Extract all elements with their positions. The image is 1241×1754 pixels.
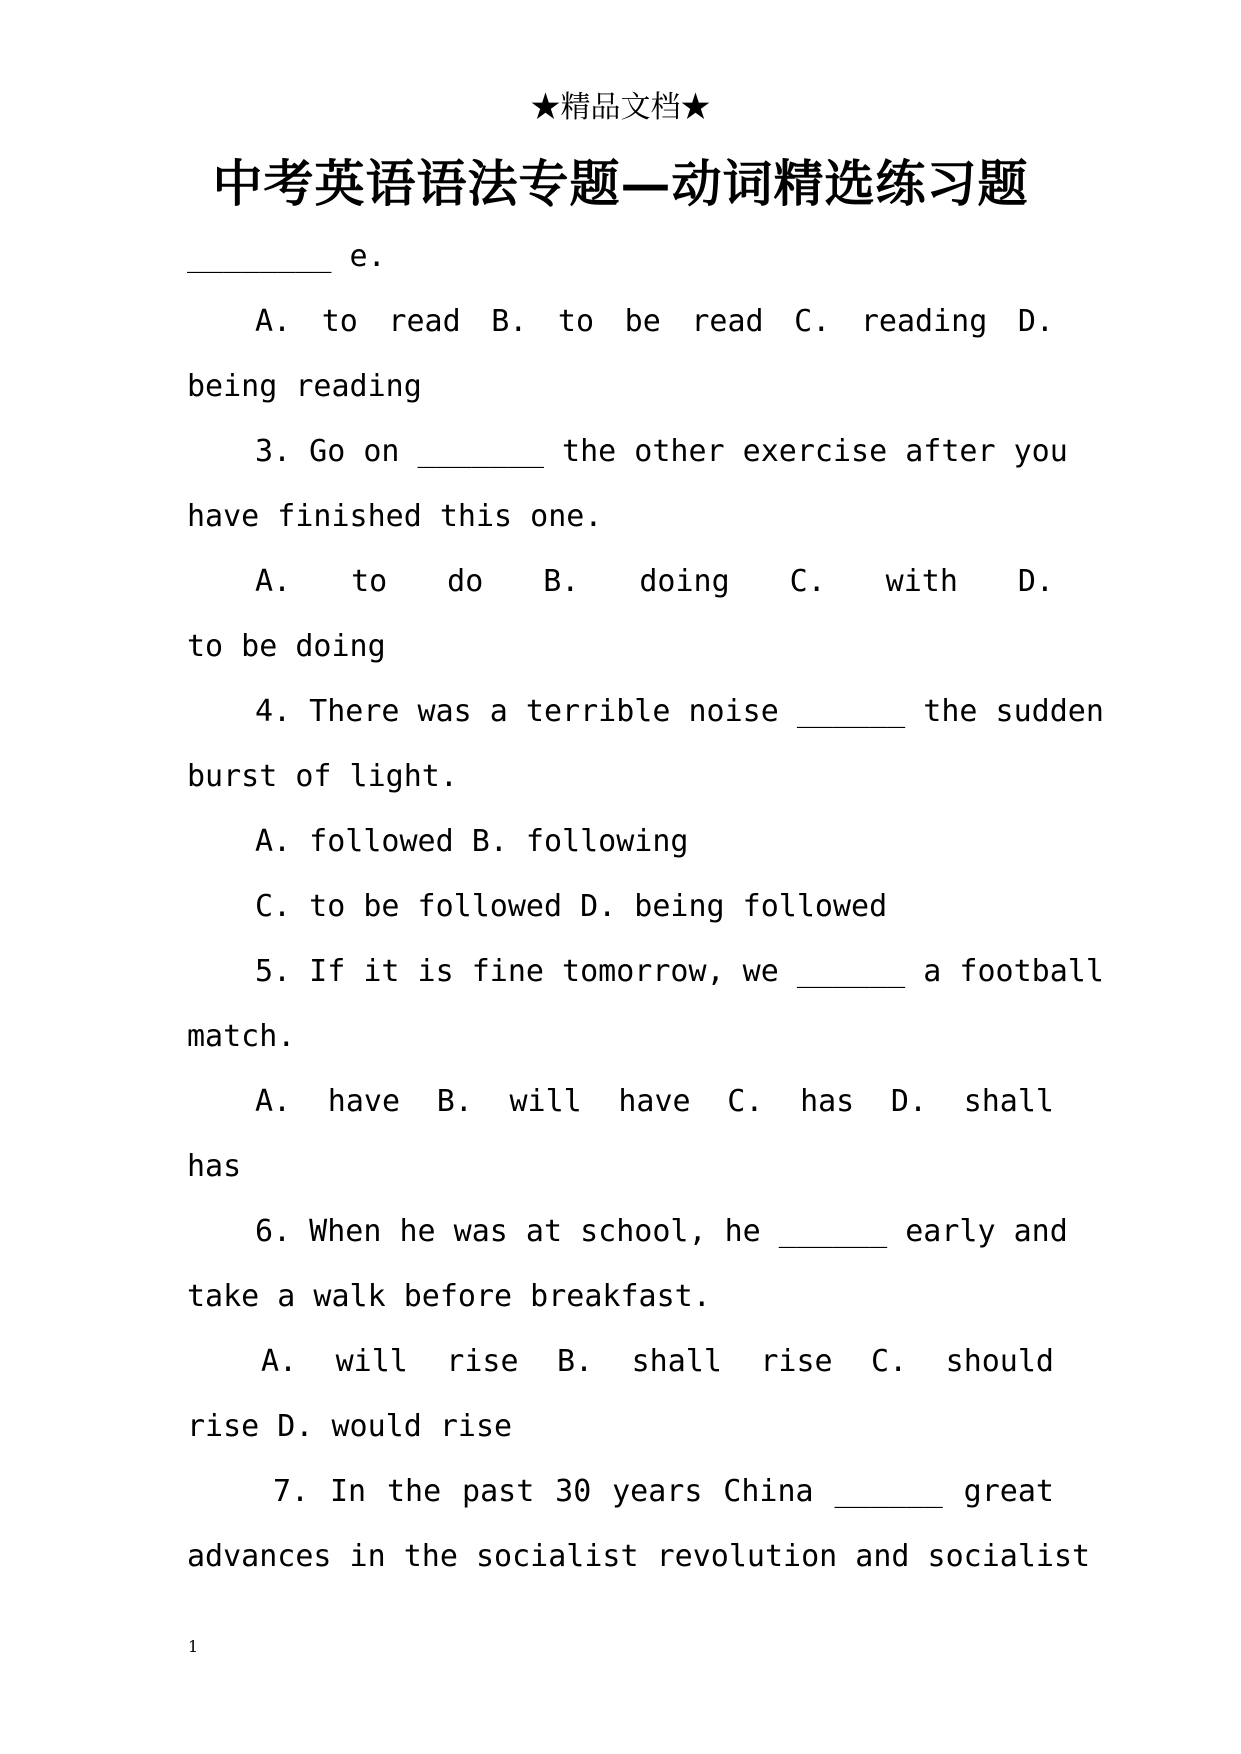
text-line: have finished this one. <box>187 499 603 534</box>
text-line: advances in the socialist revolution and socialist <box>187 1539 1091 1574</box>
text-line: 4. There was a terrible noise ______ the sudden <box>255 694 1104 729</box>
text-line: match. <box>187 1019 296 1054</box>
text-line: take a walk before breakfast. <box>187 1279 711 1314</box>
text-line: 7. In the past 30 years China ______ great <box>273 1474 1054 1509</box>
text-line: A. followed B. following <box>255 824 689 859</box>
text-line: A. have B. will have C. has D. shall <box>255 1084 1054 1119</box>
text-line: 6. When he was at school, he ______ early and <box>255 1214 1068 1249</box>
text-line: rise D. would rise <box>187 1409 513 1444</box>
text-line: A. to read B. to be read C. reading D. <box>255 304 1054 339</box>
text-line: 3. Go on _______ the other exercise after you <box>255 434 1068 469</box>
text-line: ________ e. <box>187 239 386 274</box>
text-line: has <box>187 1149 242 1184</box>
text-line: being reading <box>187 369 422 404</box>
document-title: 中考英语语法专题—动词精选练习题 <box>212 154 1029 213</box>
page-header: ★精品文档★ <box>530 90 711 125</box>
text-line: to be doing <box>187 629 386 664</box>
text-line: C. to be followed D. being followed <box>255 889 888 924</box>
text-line: 5. If it is fine tomorrow, we ______ a football <box>255 954 1104 989</box>
document-body <box>187 224 1104 1589</box>
text-line: A. will rise B. shall rise C. should <box>261 1344 1054 1379</box>
page-number: 1 <box>188 1637 199 1656</box>
text-line: A. to do B. doing C. with D. <box>255 564 1054 599</box>
text-line: burst of light. <box>187 759 458 794</box>
